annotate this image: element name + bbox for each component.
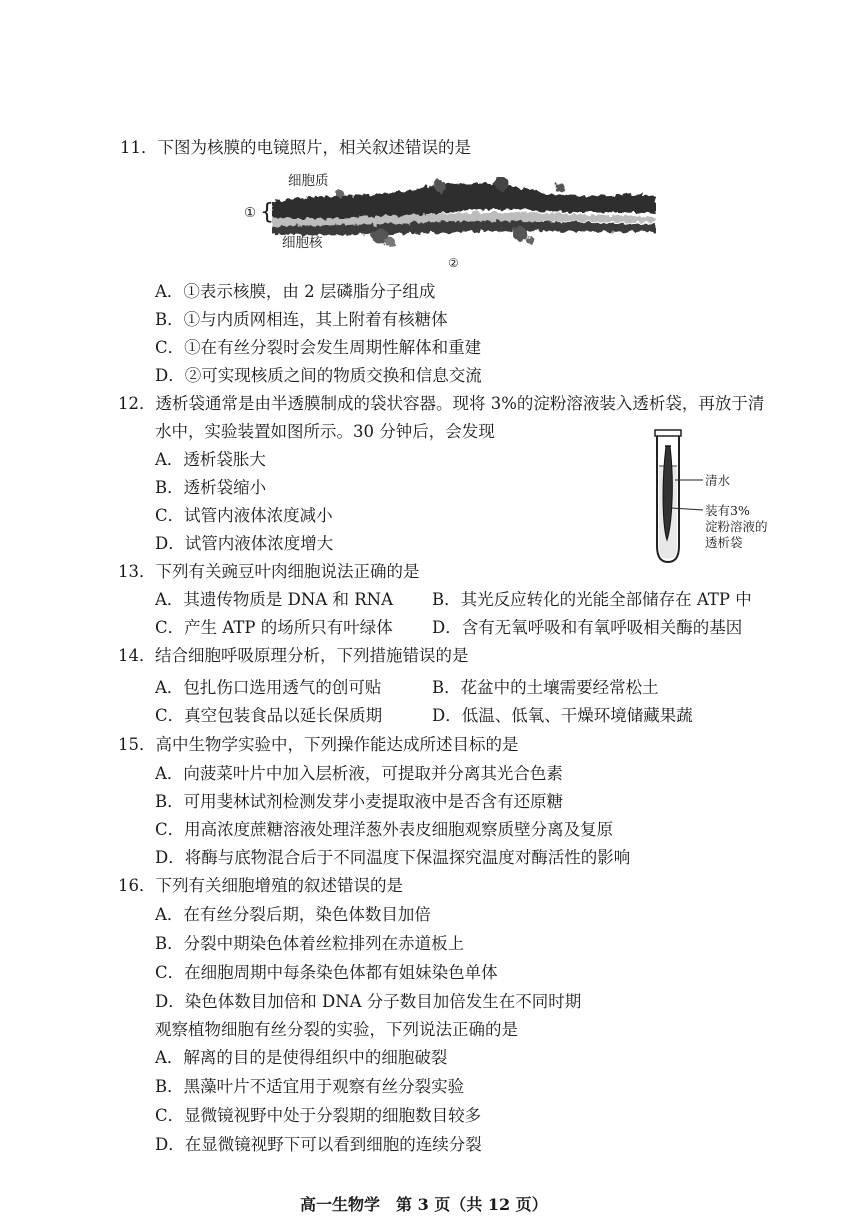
- label-water: 清水: [705, 473, 731, 488]
- marker-1: ①: [244, 205, 257, 221]
- page-footer: 高一生物学 第 3 页（共 12 页）: [300, 1195, 548, 1214]
- q14-option-b: B．花盆中的土壤需要经常松土: [432, 678, 659, 697]
- q17-option-d: D．在显微镜视野下可以看到细胞的连续分裂: [155, 1135, 482, 1154]
- label-bag-3: 透析袋: [705, 535, 743, 550]
- q15-stem: 15．高中生物学实验中，下列操作能达成所述目标的是: [118, 735, 519, 754]
- q11-option-b: B．①与内质网相连，其上附着有核糖体: [155, 310, 448, 329]
- marker-2: ②: [448, 256, 459, 270]
- test-tube-figure: [645, 428, 795, 568]
- q12-option-b: B．透析袋缩小: [155, 478, 267, 497]
- q14-number: 14．: [118, 646, 156, 665]
- q12-option-c: C．试管内液体浓度减小: [155, 506, 333, 525]
- q12-option-d: D．试管内液体浓度增大: [155, 534, 334, 553]
- q16-option-d: D．染色体数目加倍和 DNA 分子数目加倍发生在不同时期: [155, 992, 582, 1011]
- q11-stem: 11．下图为核膜的电镜照片，相关叙述错误的是: [120, 138, 471, 157]
- q15-option-d: D．将酶与底物混合后于不同温度下保温探究温度对酶活性的影响: [155, 848, 631, 867]
- q16-option-b: B．分裂中期染色体着丝粒排列在赤道板上: [155, 934, 465, 953]
- q13-option-a: A．其遗传物质是 DNA 和 RNA: [155, 590, 394, 609]
- brace-mark: {: [260, 200, 274, 225]
- q12-stem-line2: 水中，实验装置如图所示。30 分钟后，会发现: [155, 422, 495, 441]
- q14-option-d: D．低温、低氧、干燥环境储藏果蔬: [432, 706, 693, 725]
- label-bag-2: 淀粉溶液的: [705, 519, 768, 534]
- q16-option-c: C．在细胞周期中每条染色体都有姐妹染色单体: [155, 963, 498, 982]
- label-cytoplasm: 细胞质: [288, 173, 329, 189]
- label-bag-1: 装有3%: [705, 503, 750, 518]
- q13-option-b: B．其光反应转化的光能全部储存在 ATP 中: [432, 590, 752, 609]
- q17-stem: 观察植物细胞有丝分裂的实验，下列说法正确的是: [155, 1020, 518, 1039]
- q14-option-c: C．真空包装食品以延长保质期: [155, 706, 383, 725]
- q11-option-c: C．①在有丝分裂时会发生周期性解体和重建: [155, 338, 482, 357]
- nuclear-membrane-micrograph: [240, 170, 660, 270]
- tube-rim: [655, 430, 681, 436]
- q11-option-d: D．②可实现核质之间的物质交换和信息交流: [155, 366, 482, 385]
- label-nucleus: 细胞核: [282, 235, 323, 251]
- q16-option-a: A．在有丝分裂后期，染色体数目加倍: [155, 905, 431, 924]
- q13-option-d: D．含有无氧呼吸和有氧呼吸相关酶的基因: [432, 618, 743, 637]
- q14-option-a: A．包扎伤口选用透气的创可贴: [155, 678, 382, 697]
- q17-option-b: B．黑藻叶片不适宜用于观察有丝分裂实验: [155, 1077, 465, 1096]
- q15-option-b: B．可用斐林试剂检测发芽小麦提取液中是否含有还原糖: [155, 792, 564, 811]
- q12-option-a: A．透析袋胀大: [155, 450, 266, 469]
- q16-stem: 16．下列有关细胞增殖的叙述错误的是: [118, 876, 403, 895]
- q11-option-a: A．①表示核膜，由 2 层磷脂分子组成: [155, 282, 436, 301]
- q15-option-a: A．向菠菜叶片中加入层析液，可提取并分离其光合色素: [155, 764, 563, 783]
- q12-stem-line1: 12．透析袋通常是由半透膜制成的袋状容器。现将 3%的淀粉溶液装入透析袋，再放于清: [118, 394, 765, 413]
- q17-option-a: A．解离的目的是使得组织中的细胞破裂: [155, 1048, 448, 1067]
- q15-option-c: C．用高浓度蔗糖溶液处理洋葱外表皮细胞观察质壁分离及复原: [155, 820, 614, 839]
- q17-option-c: C．显微镜视野中处于分裂期的细胞数目较多: [155, 1106, 482, 1125]
- q13-stem: 13．下列有关豌豆叶肉细胞说法正确的是: [118, 562, 420, 581]
- q14-stem: 结合细胞呼吸原理分析，下列措施错误的是: [155, 646, 469, 665]
- q13-option-c: C．产生 ATP 的场所只有叶绿体: [155, 618, 393, 637]
